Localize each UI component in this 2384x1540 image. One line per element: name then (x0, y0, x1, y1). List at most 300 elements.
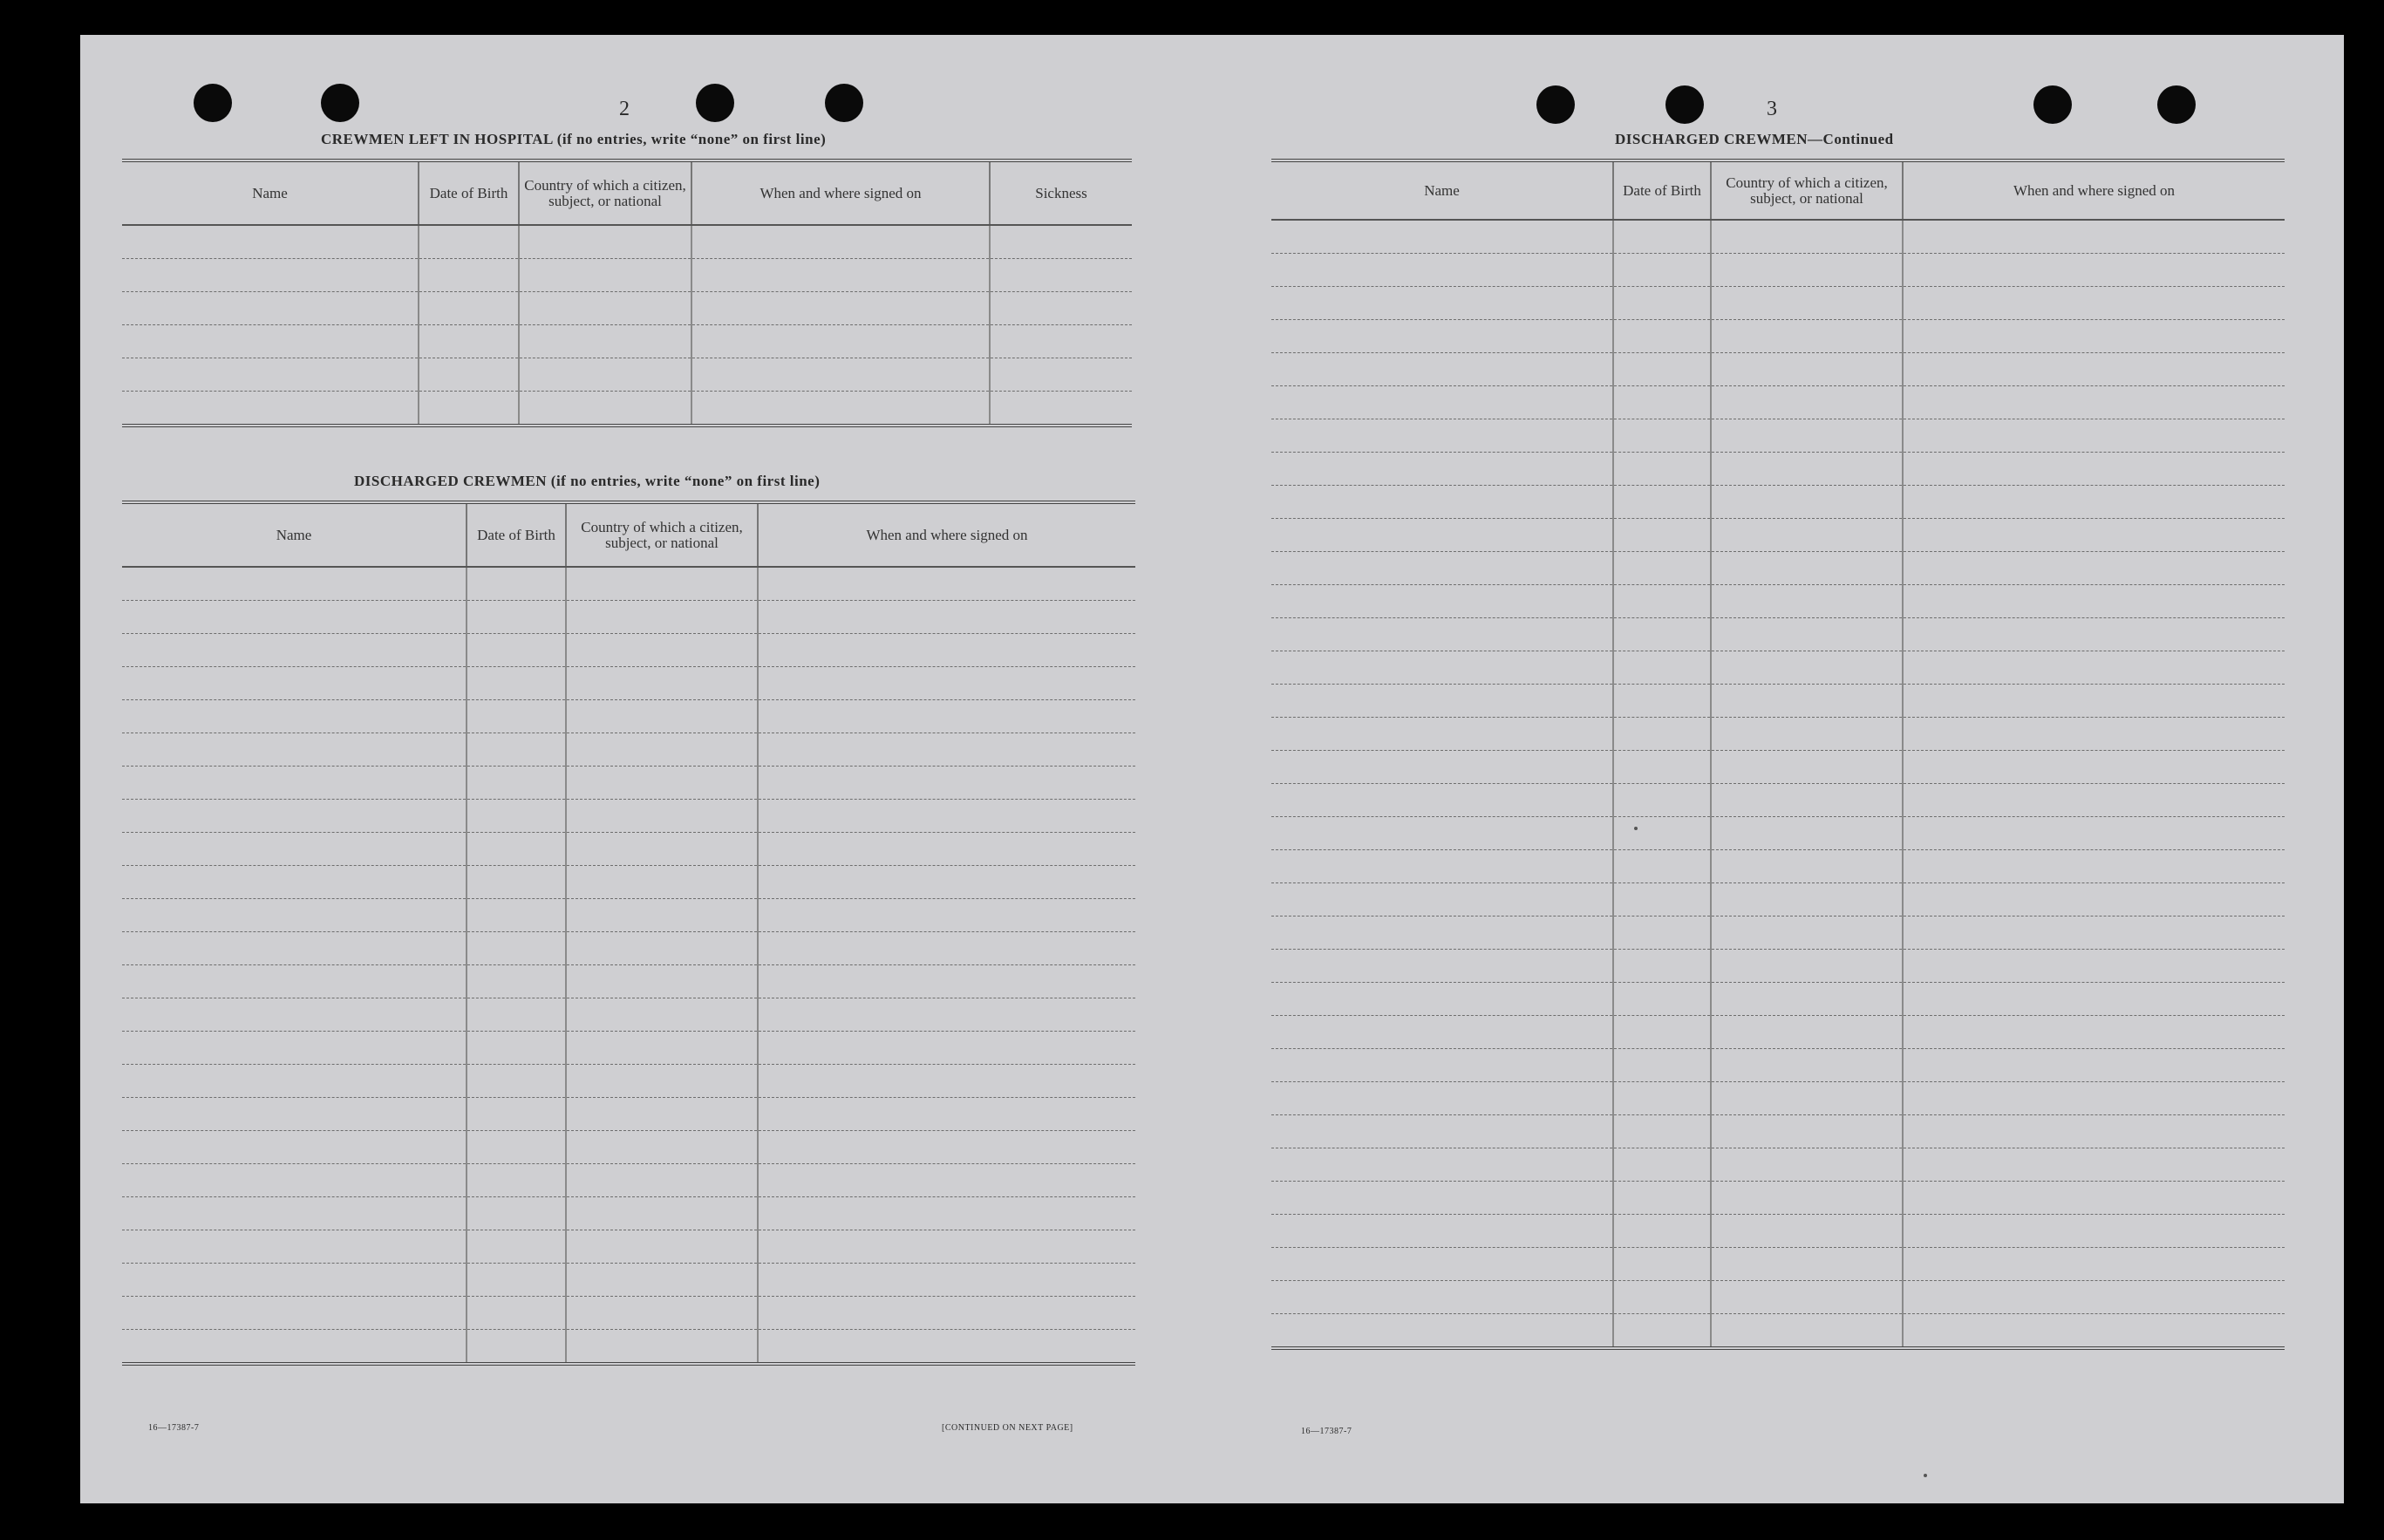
table-cell (1271, 386, 1613, 419)
table-cell (990, 358, 1132, 392)
table-cell (1903, 1115, 2285, 1148)
table-cell (1711, 784, 1903, 817)
table-cell (1271, 486, 1613, 519)
table-cell (758, 1230, 1135, 1264)
table-cell (1711, 585, 1903, 618)
table-cell (419, 392, 519, 426)
table-cell (1711, 552, 1903, 585)
table-row (122, 700, 1135, 733)
table-cell (758, 1065, 1135, 1098)
table-row (122, 733, 1135, 767)
table-cell (1711, 419, 1903, 453)
table-cell (758, 700, 1135, 733)
table-row (1271, 883, 2285, 917)
discharged-continued-table-body (1271, 220, 2285, 1348)
table-cell (1903, 751, 2285, 784)
table-cell (1711, 353, 1903, 386)
table-cell (1903, 1182, 2285, 1215)
table-cell (1271, 320, 1613, 353)
table-cell (1271, 983, 1613, 1016)
table-cell (122, 833, 467, 866)
table-cell (467, 899, 566, 932)
column-header-date-of-birth: Date of Birth (1613, 160, 1711, 220)
table-cell (1903, 651, 2285, 685)
table-cell (467, 932, 566, 965)
table-row (122, 1065, 1135, 1098)
table-cell (1271, 1182, 1613, 1215)
table-cell (122, 1264, 467, 1297)
table-cell (419, 292, 519, 325)
table-cell (566, 998, 758, 1032)
table-cell (1711, 1215, 1903, 1248)
table-cell (1903, 552, 2285, 585)
table-cell (1613, 817, 1711, 850)
ink-speck (1924, 1474, 1927, 1477)
table-cell (467, 567, 566, 601)
table-cell (990, 292, 1132, 325)
table-cell (1613, 784, 1711, 817)
table-row (122, 567, 1135, 601)
table-cell (691, 325, 990, 358)
table-cell (566, 1297, 758, 1330)
table-row (1271, 1016, 2285, 1049)
table-cell (566, 932, 758, 965)
table-row (122, 800, 1135, 833)
table-cell (122, 1032, 467, 1065)
table-cell (1271, 1016, 1613, 1049)
form-number-left: 16—17387-7 (148, 1423, 200, 1433)
table-cell (1271, 751, 1613, 784)
table-cell (758, 567, 1135, 601)
discharged-table-body (122, 567, 1135, 1364)
form-number-right: 16—17387-7 (1301, 1427, 1352, 1436)
punch-hole-icon (194, 84, 232, 122)
table-cell (566, 567, 758, 601)
table-cell (467, 1230, 566, 1264)
table-cell (1271, 353, 1613, 386)
table-cell (758, 998, 1135, 1032)
table-cell (467, 998, 566, 1032)
table-row (1271, 917, 2285, 950)
table-cell (1711, 883, 1903, 917)
table-cell (1613, 353, 1711, 386)
table-cell (566, 634, 758, 667)
table-cell (1271, 718, 1613, 751)
table-cell (1903, 519, 2285, 552)
discharged-continued-table (1271, 159, 2285, 1350)
table-cell (1613, 585, 1711, 618)
table-row (122, 1131, 1135, 1164)
table-cell (1271, 1281, 1613, 1314)
table-cell (467, 1032, 566, 1065)
table-row (122, 1197, 1135, 1230)
hospital-table (122, 159, 1132, 427)
table-cell (1271, 419, 1613, 453)
table-cell (1711, 386, 1903, 419)
table-cell (1613, 718, 1711, 751)
table-row (1271, 1049, 2285, 1082)
table-cell (758, 965, 1135, 998)
table-cell (1903, 1082, 2285, 1115)
punch-hole-icon (1536, 85, 1575, 124)
table-cell (1903, 685, 2285, 718)
table-cell (566, 1164, 758, 1197)
table-cell (1903, 287, 2285, 320)
table-cell (1613, 1049, 1711, 1082)
discharged-title: DISCHARGED CREWMEN (354, 473, 548, 489)
table-cell (1271, 220, 1613, 254)
table-row (122, 1032, 1135, 1065)
table-cell (1711, 519, 1903, 552)
table-cell (1711, 453, 1903, 486)
table-cell (1613, 519, 1711, 552)
table-cell (1613, 453, 1711, 486)
column-header-signed-on: When and where signed on (758, 502, 1135, 567)
table-cell (566, 667, 758, 700)
discharged-note: (if no entries, write “none” on first line) (550, 473, 821, 489)
table-cell (1613, 983, 1711, 1016)
table-cell (122, 567, 467, 601)
table-cell (1903, 453, 2285, 486)
table-cell (122, 1065, 467, 1098)
table-cell (1711, 1248, 1903, 1281)
continued-note: [CONTINUED ON NEXT PAGE] (942, 1423, 1073, 1433)
table-cell (758, 866, 1135, 899)
table-cell (1903, 486, 2285, 519)
table-cell (1711, 1016, 1903, 1049)
table-cell (566, 700, 758, 733)
table-cell (758, 1032, 1135, 1065)
table-cell (758, 1197, 1135, 1230)
table-cell (1271, 1049, 1613, 1082)
table-row (1271, 453, 2285, 486)
document-sheet (80, 35, 2344, 1503)
table-cell (122, 358, 419, 392)
table-cell (691, 259, 990, 292)
table-row (122, 932, 1135, 965)
table-cell (691, 225, 990, 259)
table-cell (758, 1098, 1135, 1131)
table-cell (122, 292, 419, 325)
table-cell (1271, 651, 1613, 685)
table-cell (1903, 1049, 2285, 1082)
table-cell (1271, 1148, 1613, 1182)
table-cell (467, 700, 566, 733)
table-cell (519, 225, 691, 259)
table-cell (1271, 618, 1613, 651)
table-cell (467, 733, 566, 767)
table-row (122, 899, 1135, 932)
table-cell (467, 1131, 566, 1164)
table-cell (122, 700, 467, 733)
table-cell (519, 259, 691, 292)
table-cell (1613, 883, 1711, 917)
table-cell (1271, 1215, 1613, 1248)
table-row (1271, 718, 2285, 751)
table-cell (122, 634, 467, 667)
table-row (122, 392, 1132, 426)
table-cell (566, 899, 758, 932)
table-cell (1613, 1314, 1711, 1349)
table-cell (122, 601, 467, 634)
column-header-signed-on: When and where signed on (1903, 160, 2285, 220)
table-cell (758, 767, 1135, 800)
table-cell (122, 1131, 467, 1164)
table-row (1271, 1248, 2285, 1281)
table-row (1271, 552, 2285, 585)
column-header-country: Country of which a citizen, subject, or national (519, 160, 691, 225)
table-cell (1271, 287, 1613, 320)
table-cell (122, 225, 419, 259)
table-cell (990, 392, 1132, 426)
table-cell (566, 965, 758, 998)
table-cell (1711, 220, 1903, 254)
table-row (122, 358, 1132, 392)
table-row (1271, 784, 2285, 817)
column-header-name: Name (122, 502, 467, 567)
table-cell (1903, 1248, 2285, 1281)
table-cell (1271, 552, 1613, 585)
table-cell (419, 325, 519, 358)
page-number-left: 2 (619, 98, 630, 120)
table-row (1271, 419, 2285, 453)
table-cell (122, 259, 419, 292)
table-cell (122, 866, 467, 899)
table-row (1271, 287, 2285, 320)
table-cell (1711, 651, 1903, 685)
table-row (1271, 1281, 2285, 1314)
table-row (122, 866, 1135, 899)
page-number-right: 3 (1767, 98, 1777, 120)
table-cell (1613, 685, 1711, 718)
table-cell (1711, 1148, 1903, 1182)
table-cell (1271, 1248, 1613, 1281)
table-cell (1271, 519, 1613, 552)
table-cell (1613, 917, 1711, 950)
table-cell (1711, 1082, 1903, 1115)
table-cell (1271, 685, 1613, 718)
table-row (1271, 254, 2285, 287)
table-cell (1271, 1314, 1613, 1349)
table-cell (467, 601, 566, 634)
table-cell (1613, 254, 1711, 287)
table-cell (122, 1164, 467, 1197)
table-cell (1903, 618, 2285, 651)
table-row (1271, 1115, 2285, 1148)
table-cell (566, 1098, 758, 1131)
table-row (1271, 751, 2285, 784)
table-cell (566, 1131, 758, 1164)
column-header-name: Name (122, 160, 419, 225)
table-row (122, 1264, 1135, 1297)
table-cell (467, 866, 566, 899)
table-row (1271, 1314, 2285, 1349)
table-cell (1903, 850, 2285, 883)
table-cell (758, 667, 1135, 700)
table-cell (1903, 718, 2285, 751)
ink-speck (1634, 827, 1638, 830)
table-cell (566, 767, 758, 800)
table-row (122, 259, 1132, 292)
table-cell (566, 1230, 758, 1264)
punch-hole-icon (2033, 85, 2072, 124)
table-cell (467, 767, 566, 800)
table-cell (1613, 1148, 1711, 1182)
table-cell (691, 392, 990, 426)
table-cell (122, 998, 467, 1032)
table-cell (467, 1197, 566, 1230)
discharged-section-title (354, 473, 820, 490)
table-row (1271, 618, 2285, 651)
table-cell (758, 601, 1135, 634)
table-row (1271, 1148, 2285, 1182)
table-row (122, 225, 1132, 259)
table-cell (122, 733, 467, 767)
table-cell (758, 733, 1135, 767)
table-cell (1903, 784, 2285, 817)
table-cell (467, 1330, 566, 1365)
table-row (1271, 1182, 2285, 1215)
table-row (1271, 220, 2285, 254)
hospital-title: CREWMEN LEFT IN HOSPITAL (321, 131, 553, 147)
table-cell (1711, 1115, 1903, 1148)
table-cell (1613, 1281, 1711, 1314)
table-cell (758, 1297, 1135, 1330)
table-row (1271, 386, 2285, 419)
table-cell (566, 601, 758, 634)
table-row (1271, 983, 2285, 1016)
table-cell (1271, 850, 1613, 883)
table-cell (1903, 419, 2285, 453)
table-cell (758, 833, 1135, 866)
table-cell (419, 259, 519, 292)
table-cell (1613, 486, 1711, 519)
table-cell (566, 866, 758, 899)
table-cell (467, 833, 566, 866)
table-row (1271, 950, 2285, 983)
table-row (1271, 817, 2285, 850)
column-header-sickness: Sickness (990, 160, 1132, 225)
table-cell (467, 667, 566, 700)
table-cell (1613, 1215, 1711, 1248)
table-row (1271, 320, 2285, 353)
table-row (122, 767, 1135, 800)
table-cell (1711, 817, 1903, 850)
table-cell (1613, 1248, 1711, 1281)
table-cell (1711, 850, 1903, 883)
table-cell (1903, 917, 2285, 950)
table-cell (1711, 254, 1903, 287)
table-row (122, 1164, 1135, 1197)
table-row (1271, 850, 2285, 883)
table-cell (1613, 850, 1711, 883)
table-cell (1711, 1314, 1903, 1349)
table-cell (1903, 1281, 2285, 1314)
table-cell (1903, 1215, 2285, 1248)
table-cell (1711, 320, 1903, 353)
discharged-continued-title: DISCHARGED CREWMEN—Continued (1615, 131, 1894, 147)
table-cell (1903, 220, 2285, 254)
table-cell (467, 1297, 566, 1330)
table-cell (1903, 254, 2285, 287)
table-cell (1613, 1115, 1711, 1148)
table-cell (1271, 817, 1613, 850)
table-cell (1711, 1049, 1903, 1082)
table-cell (1271, 1082, 1613, 1115)
table-cell (1271, 784, 1613, 817)
table-row (122, 1330, 1135, 1365)
table-row (1271, 685, 2285, 718)
table-row (1271, 1082, 2285, 1115)
punch-hole-icon (2157, 85, 2196, 124)
table-cell (1613, 552, 1711, 585)
table-cell (1711, 685, 1903, 718)
table-cell (1613, 1082, 1711, 1115)
table-cell (519, 292, 691, 325)
table-cell (758, 1264, 1135, 1297)
table-cell (1903, 1148, 2285, 1182)
table-row (122, 601, 1135, 634)
table-cell (1613, 419, 1711, 453)
table-cell (122, 965, 467, 998)
table-cell (1613, 287, 1711, 320)
table-row (122, 1297, 1135, 1330)
table-cell (1903, 320, 2285, 353)
punch-hole-icon (1665, 85, 1704, 124)
table-cell (1711, 983, 1903, 1016)
table-cell (758, 899, 1135, 932)
table-cell (419, 225, 519, 259)
table-cell (1613, 751, 1711, 784)
table-row (1271, 486, 2285, 519)
table-row (1271, 353, 2285, 386)
punch-hole-icon (825, 84, 863, 122)
table-cell (122, 899, 467, 932)
table-cell (1271, 950, 1613, 983)
table-cell (566, 1264, 758, 1297)
hospital-table-body (122, 225, 1132, 426)
table-cell (122, 932, 467, 965)
table-cell (519, 358, 691, 392)
table-cell (566, 833, 758, 866)
table-cell (122, 392, 419, 426)
table-cell (122, 667, 467, 700)
table-cell (122, 1330, 467, 1365)
column-header-country: Country of which a citizen, subject, or national (566, 502, 758, 567)
hospital-note: (if no entries, write “none” on first line) (556, 131, 827, 147)
column-header-country: Country of which a citizen, subject, or national (1711, 160, 1903, 220)
table-row (122, 1230, 1135, 1264)
table-cell (1903, 950, 2285, 983)
table-cell (566, 1197, 758, 1230)
table-row (1271, 519, 2285, 552)
table-cell (467, 1164, 566, 1197)
table-cell (1903, 585, 2285, 618)
table-cell (1903, 386, 2285, 419)
table-cell (1613, 618, 1711, 651)
table-cell (1613, 1016, 1711, 1049)
table-cell (758, 1164, 1135, 1197)
table-cell (990, 259, 1132, 292)
table-row (122, 667, 1135, 700)
table-cell (1711, 618, 1903, 651)
table-cell (1903, 353, 2285, 386)
table-cell (758, 1330, 1135, 1365)
table-cell (1711, 287, 1903, 320)
table-cell (1613, 1182, 1711, 1215)
table-cell (1613, 220, 1711, 254)
table-cell (758, 800, 1135, 833)
